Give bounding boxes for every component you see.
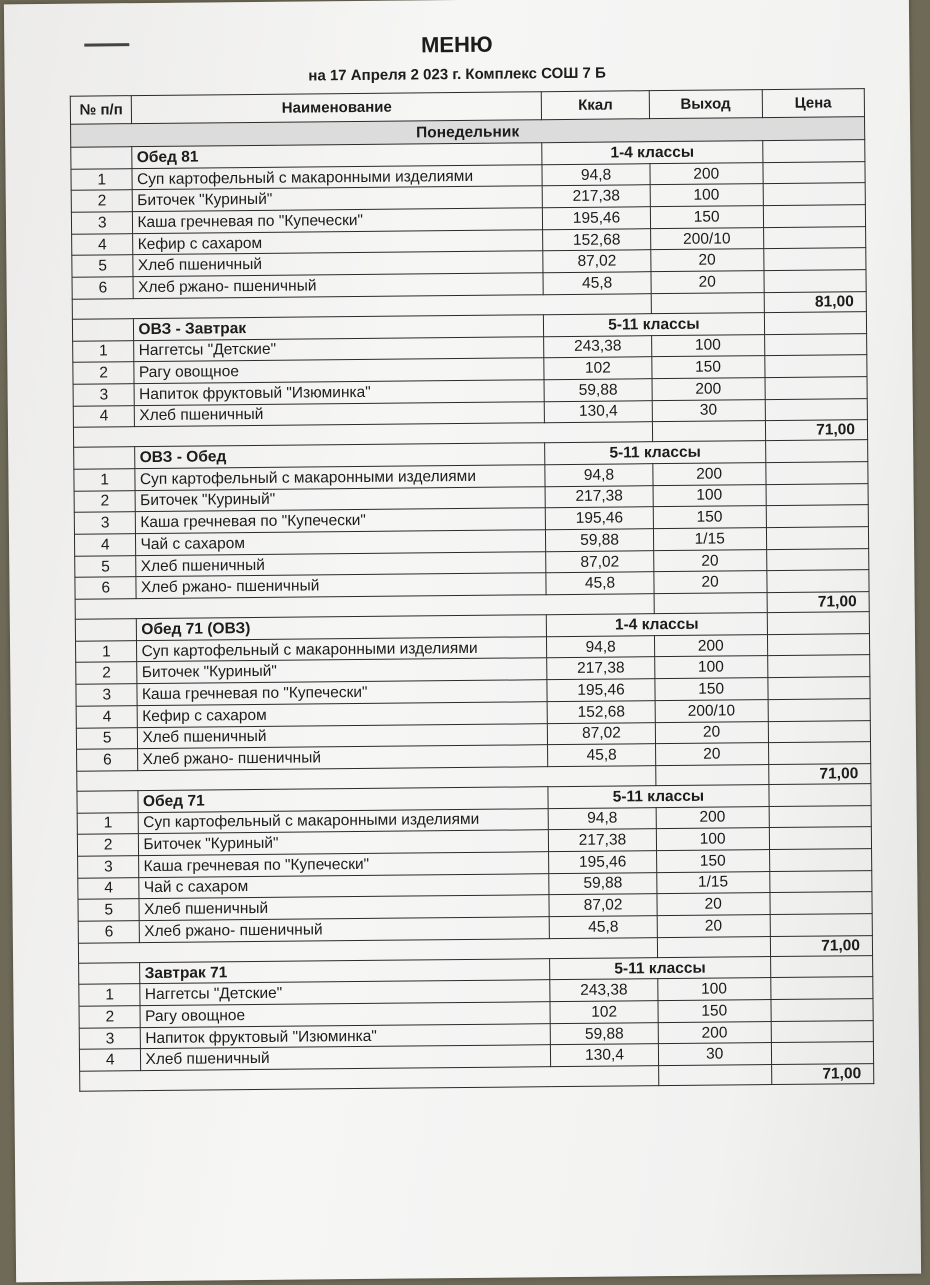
item-num: 2 [74,490,136,512]
item-kcal: 87,02 [546,550,654,573]
section-total-spacer [657,936,770,957]
item-name: Суп картофельный с макаронными изделиями [139,808,549,834]
item-name: Рагу овощное [134,358,544,384]
section-classes: 1-4 классы [542,141,762,165]
item-kcal: 87,02 [548,722,656,745]
item-name: Наггетсы "Детские" [134,336,544,362]
item-output: 200 [654,634,767,657]
item-output: 150 [658,1000,771,1023]
item-output: 150 [653,506,766,529]
item-name: Биточек "Куриный" [133,186,543,212]
item-price [769,805,872,828]
item-name: Кефир с сахаром [138,702,548,728]
item-num: 1 [71,168,133,190]
item-num: 2 [73,362,135,384]
item-kcal: 94,8 [548,807,656,830]
item-price [768,742,871,765]
item-output: 150 [650,206,763,229]
item-price [769,849,872,872]
item-price [769,827,872,850]
item-num: 6 [72,277,134,299]
item-price [763,226,866,249]
section-total-price: 71,00 [771,1064,874,1085]
item-price [763,270,866,293]
section-total-spacer [652,421,765,442]
section-total-price: 71,00 [765,420,868,441]
item-kcal: 87,02 [549,894,657,917]
section-price-empty [764,311,867,334]
item-num: 1 [74,469,136,491]
item-kcal: 217,38 [545,485,653,508]
item-output: 200/10 [650,227,763,250]
item-num: 1 [76,640,138,662]
item-kcal: 87,02 [543,250,651,273]
item-num: 1 [79,984,141,1006]
item-price [764,333,867,356]
item-price [766,483,869,506]
item-kcal: 59,88 [544,379,652,402]
item-output: 20 [655,743,768,766]
section-classes: 5-11 классы [544,312,764,336]
item-name: Напиток фруктовый "Изюминка" [135,380,545,406]
item-output: 200 [653,463,766,486]
item-num: 2 [79,1006,141,1028]
item-price [766,527,869,550]
item-name: Хлеб пшеничный [135,401,545,427]
item-kcal: 243,38 [544,335,652,358]
item-output: 200 [656,806,769,829]
item-kcal: 94,8 [542,163,650,186]
item-output: 30 [658,1043,771,1066]
section-title: Обед 81 [132,143,542,169]
item-name: Напиток фруктовый "Изюминка" [141,1023,551,1049]
item-num: 3 [76,684,138,706]
section-num-empty [71,147,133,169]
section-price-empty [762,140,865,163]
item-kcal: 45,8 [546,572,654,595]
item-price [766,570,869,593]
item-num: 2 [71,190,133,212]
day-label: Понедельник [71,117,865,148]
item-output: 20 [657,915,770,938]
item-output: 100 [655,656,768,679]
item-output: 200 [650,162,763,185]
header-kcal: Ккал [542,91,650,120]
item-kcal: 195,46 [543,207,651,230]
item-name: Суп картофельный с макаронными изделиями [137,636,547,662]
item-name: Рагу овощное [140,1002,550,1028]
section-price-empty [768,783,871,806]
item-output: 100 [650,184,763,207]
section-total-blank [80,1066,659,1092]
section-total-spacer [651,292,764,313]
item-kcal: 45,8 [549,916,657,939]
section-total-price: 71,00 [770,935,873,956]
section-classes: 1-4 классы [547,613,767,637]
item-num: 5 [78,899,140,921]
item-num: 5 [72,255,134,277]
item-price [770,999,873,1022]
item-name: Биточек "Куриный" [136,486,546,512]
item-name: Биточек "Куриный" [137,658,547,684]
item-name: Хлеб пшеничный [139,895,549,921]
item-output: 150 [655,678,768,701]
item-output: 200/10 [655,699,768,722]
section-title: Завтрак 71 [140,958,550,984]
item-price [769,870,872,893]
item-num: 3 [79,1027,141,1049]
item-name: Хлеб пшеничный [133,251,543,277]
item-price [765,376,868,399]
section-num-empty [72,318,134,340]
item-name: Хлеб ржано- пшеничный [136,573,546,599]
item-price [765,398,868,421]
item-price [769,892,872,915]
item-name: Хлеб пшеничный [141,1045,551,1071]
section-num-empty [75,619,137,641]
section-title: Обед 71 [138,787,548,813]
item-name: Каша гречневая по "Купечески" [136,508,546,534]
item-kcal: 130,4 [544,400,652,423]
item-output: 100 [651,334,764,357]
item-output: 1/15 [657,871,770,894]
item-kcal: 94,8 [545,464,653,487]
item-name: Каша гречневая по "Купечески" [137,680,547,706]
item-num: 3 [78,856,140,878]
item-name: Каша гречневая по "Купечески" [139,852,549,878]
item-num: 4 [74,534,136,556]
section-title: ОВЗ - Обед [135,443,545,469]
section-title: Обед 71 (ОВЗ) [137,615,547,641]
item-num: 5 [75,555,137,577]
item-name: Каша гречневая по "Купечески" [133,208,543,234]
section-total-price: 71,00 [767,592,870,613]
item-num: 3 [71,212,133,234]
item-price [762,161,865,184]
item-num: 2 [76,662,138,684]
menu-body [71,117,874,1092]
item-kcal: 195,46 [546,507,654,530]
item-output: 100 [653,484,766,507]
item-price [763,205,866,228]
item-num: 6 [77,749,139,771]
item-num: 3 [74,512,136,534]
item-name: Чай с сахаром [139,873,549,899]
item-price [771,1020,874,1043]
item-name: Хлеб ржано- пшеничный [138,745,548,771]
item-kcal: 152,68 [543,228,651,251]
section-classes: 5-11 классы [550,956,770,980]
item-name: Кефир с сахаром [133,229,543,255]
item-name: Биточек "Куриный" [139,830,549,856]
item-price [767,633,870,656]
item-kcal: 59,88 [546,529,654,552]
item-num: 6 [78,921,140,943]
section-classes: 5-11 классы [548,784,768,808]
item-num: 3 [73,384,135,406]
section-price-empty [765,440,868,463]
item-kcal: 195,46 [547,679,655,702]
item-price [766,548,869,571]
document-subtitle: на 17 Апреля 2 023 г. Комплекс СОШ 7 Б [308,64,606,85]
item-kcal: 195,46 [549,851,657,874]
item-kcal: 94,8 [547,635,655,658]
item-kcal: 217,38 [542,185,650,208]
item-name: Хлеб ржано- пшеничный [133,273,543,299]
item-output: 20 [651,271,764,294]
item-price [770,977,873,1000]
item-output: 20 [654,571,767,594]
item-num: 5 [76,727,138,749]
item-kcal: 217,38 [547,657,655,680]
item-output: 100 [656,828,769,851]
item-output: 30 [652,399,765,422]
item-output: 20 [657,893,770,916]
item-num: 4 [78,877,140,899]
section-total-spacer [656,764,769,785]
section-num-empty [79,962,141,984]
item-output: 20 [651,249,764,272]
item-kcal: 130,4 [551,1044,659,1067]
item-name: Суп картофельный с макаронными изделиями [132,164,542,190]
section-total-spacer [658,1065,771,1086]
item-kcal: 45,8 [543,272,651,295]
section-classes: 5-11 классы [545,441,765,465]
section-price-empty [767,612,870,635]
item-name: Наггетсы "Детские" [140,980,550,1006]
item-price [768,698,871,721]
item-num: 4 [72,233,134,255]
menu-table [70,88,875,1092]
section-total-price: 81,00 [764,291,867,312]
item-name: Хлеб пшеничный [138,723,548,749]
item-num: 6 [75,577,137,599]
item-name: Чай с сахаром [136,530,546,556]
item-num: 1 [77,812,139,834]
item-price [767,655,870,678]
item-output: 200 [658,1021,771,1044]
item-kcal: 243,38 [550,979,658,1002]
item-price [770,914,873,937]
item-kcal: 45,8 [548,744,656,767]
item-price [768,720,871,743]
item-price [771,1042,874,1065]
header-num: № п/п [70,96,132,125]
section-num-empty [74,447,136,469]
item-num: 1 [73,340,135,362]
section-title: ОВЗ - Завтрак [134,315,544,341]
item-output: 150 [656,850,769,873]
item-num: 4 [76,705,138,727]
item-kcal: 217,38 [549,829,657,852]
section-total-price: 71,00 [768,763,871,784]
item-output: 20 [653,549,766,572]
item-price [763,248,866,271]
item-kcal: 152,68 [547,700,655,723]
item-kcal: 102 [550,1001,658,1024]
header-name: Наименование [132,92,542,124]
item-output: 20 [655,721,768,744]
item-name: Суп картофельный с макаронными изделиями [135,465,545,491]
item-price [767,677,870,700]
section-total-spacer [654,593,767,614]
document-title: МЕНЮ [420,31,493,58]
item-price [765,462,868,485]
item-kcal: 59,88 [550,1022,658,1045]
item-num: 4 [73,405,135,427]
section-price-empty [770,955,873,978]
item-output: 1/15 [653,528,766,551]
item-price [766,505,869,528]
item-price [764,355,867,378]
menu-sheet [4,0,921,1282]
item-output: 200 [652,377,765,400]
item-kcal: 59,88 [549,872,657,895]
item-name: Хлеб ржано- пшеничный [140,917,550,943]
item-num: 2 [77,834,139,856]
item-num: 4 [79,1049,141,1071]
item-kcal: 102 [544,357,652,380]
section-num-empty [77,790,139,812]
item-price [763,183,866,206]
item-output: 150 [652,356,765,379]
item-output: 100 [658,978,771,1001]
header-price: Цена [762,89,865,118]
header-output: Выход [649,90,762,119]
item-name: Хлеб пшеничный [136,551,546,577]
